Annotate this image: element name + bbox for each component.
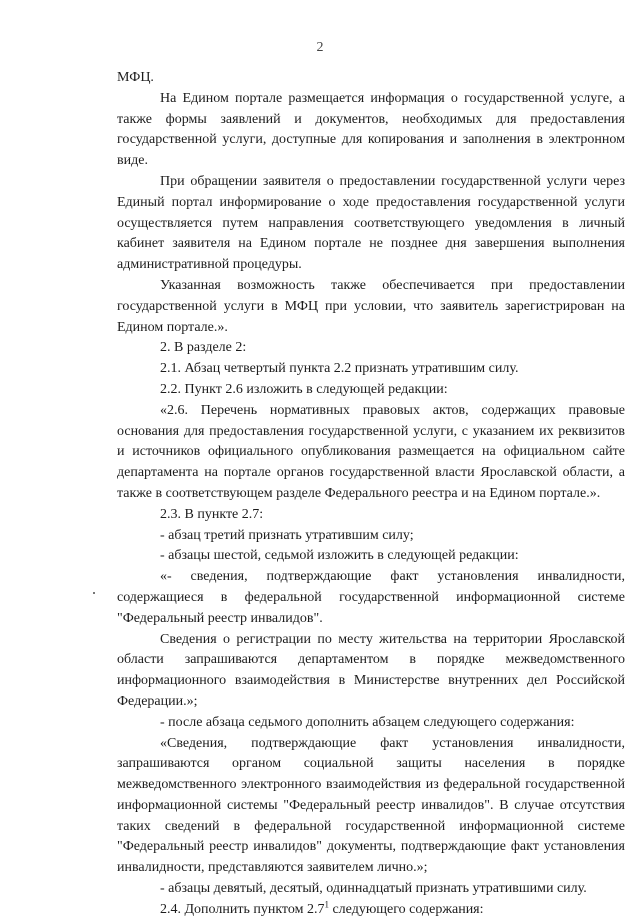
paragraph: 2. В разделе 2: <box>160 340 247 356</box>
superscript: 1 <box>324 899 329 910</box>
paragraph: - абзацы девятый, десятый, одиннадцатый признать утратившими силу. <box>160 881 587 897</box>
paragraph-last-head: 2.4. Дополнить пунктом 2.7 <box>160 901 325 917</box>
paragraph: - после абзаца седьмого дополнить абзацем следующего содержания: <box>160 714 575 730</box>
paragraph-last-tail: следующего содержания: <box>328 901 484 917</box>
paragraph: «2.6. Перечень нормативных правовых актов, содержащих правовые основания для предоставления государственной услуги, с указанием их реквизитов и источников официального опубликования размещается на официальном сайте департамента на портале органов государственной власти Ярославской области, а также в соответствующем разделе Федерального реестра и на Едином портале.». <box>117 402 625 501</box>
document-body <box>117 68 625 921</box>
scan-speck <box>93 592 95 594</box>
paragraph: При обращении заявителя о предоставлении государственной услуги через Единый портал информирование о ходе предоставления государственной услуги осуществляется путем направления соответствующего уведомления в личный кабинет заявителя на Едином портале не позднее дня завершения выполнения административной процедуры. <box>117 173 625 273</box>
paragraph: На Едином портале размещается информация о государственной услуге, а также формы заявлений и документов, необходимых для предоставления государственной услуги, доступные для копирования и заполнения в электронном виде. <box>117 90 625 169</box>
paragraph: 2.3. В пункте 2.7: <box>160 506 264 522</box>
paragraph: - абзац третий признать утратившим силу; <box>160 527 414 543</box>
paragraph: Сведения о регистрации по месту жительства на территории Ярославской области запрашиваются департаментом в порядке межведомственного информационного взаимодействия в Министерстве внутренних дел Российской Федерации.»; <box>117 631 625 709</box>
paragraph: - абзацы шестой, седьмой изложить в следующей редакции: <box>160 548 519 564</box>
paragraph: МФЦ. <box>117 70 154 85</box>
paragraph: 2.1. Абзац четвертый пункта 2.2 признать утратившим силу. <box>160 361 519 377</box>
paragraph-last <box>117 900 625 921</box>
page-number: 2 <box>316 40 324 55</box>
paragraph: «Сведения, подтверждающие факт установления инвалидности, запрашиваются органом социальной защиты населения в порядке межведомственного электронного взаимодействия из федеральной государственной информационной системы "Федеральный реестр инвалидов". В случае отсутствия таких сведений в федеральной государственной информационной системе "Федеральный реестр инвалидов" документы, подтверждающие факт установления инвалидности, представляются заявителем лично.»; <box>117 735 625 876</box>
paragraph: «- сведения, подтверждающие факт установления инвалидности, содержащиеся в федеральной государственной информационной системе "Федеральный реестр инвалидов". <box>117 569 625 626</box>
paragraph: 2.2. Пункт 2.6 изложить в следующей редакции: <box>160 381 448 397</box>
paragraph: Указанная возможность также обеспечивается при предоставлении государственной услуги в МФЦ при условии, что заявитель зарегистрирован на Едином портале.». <box>117 277 625 335</box>
